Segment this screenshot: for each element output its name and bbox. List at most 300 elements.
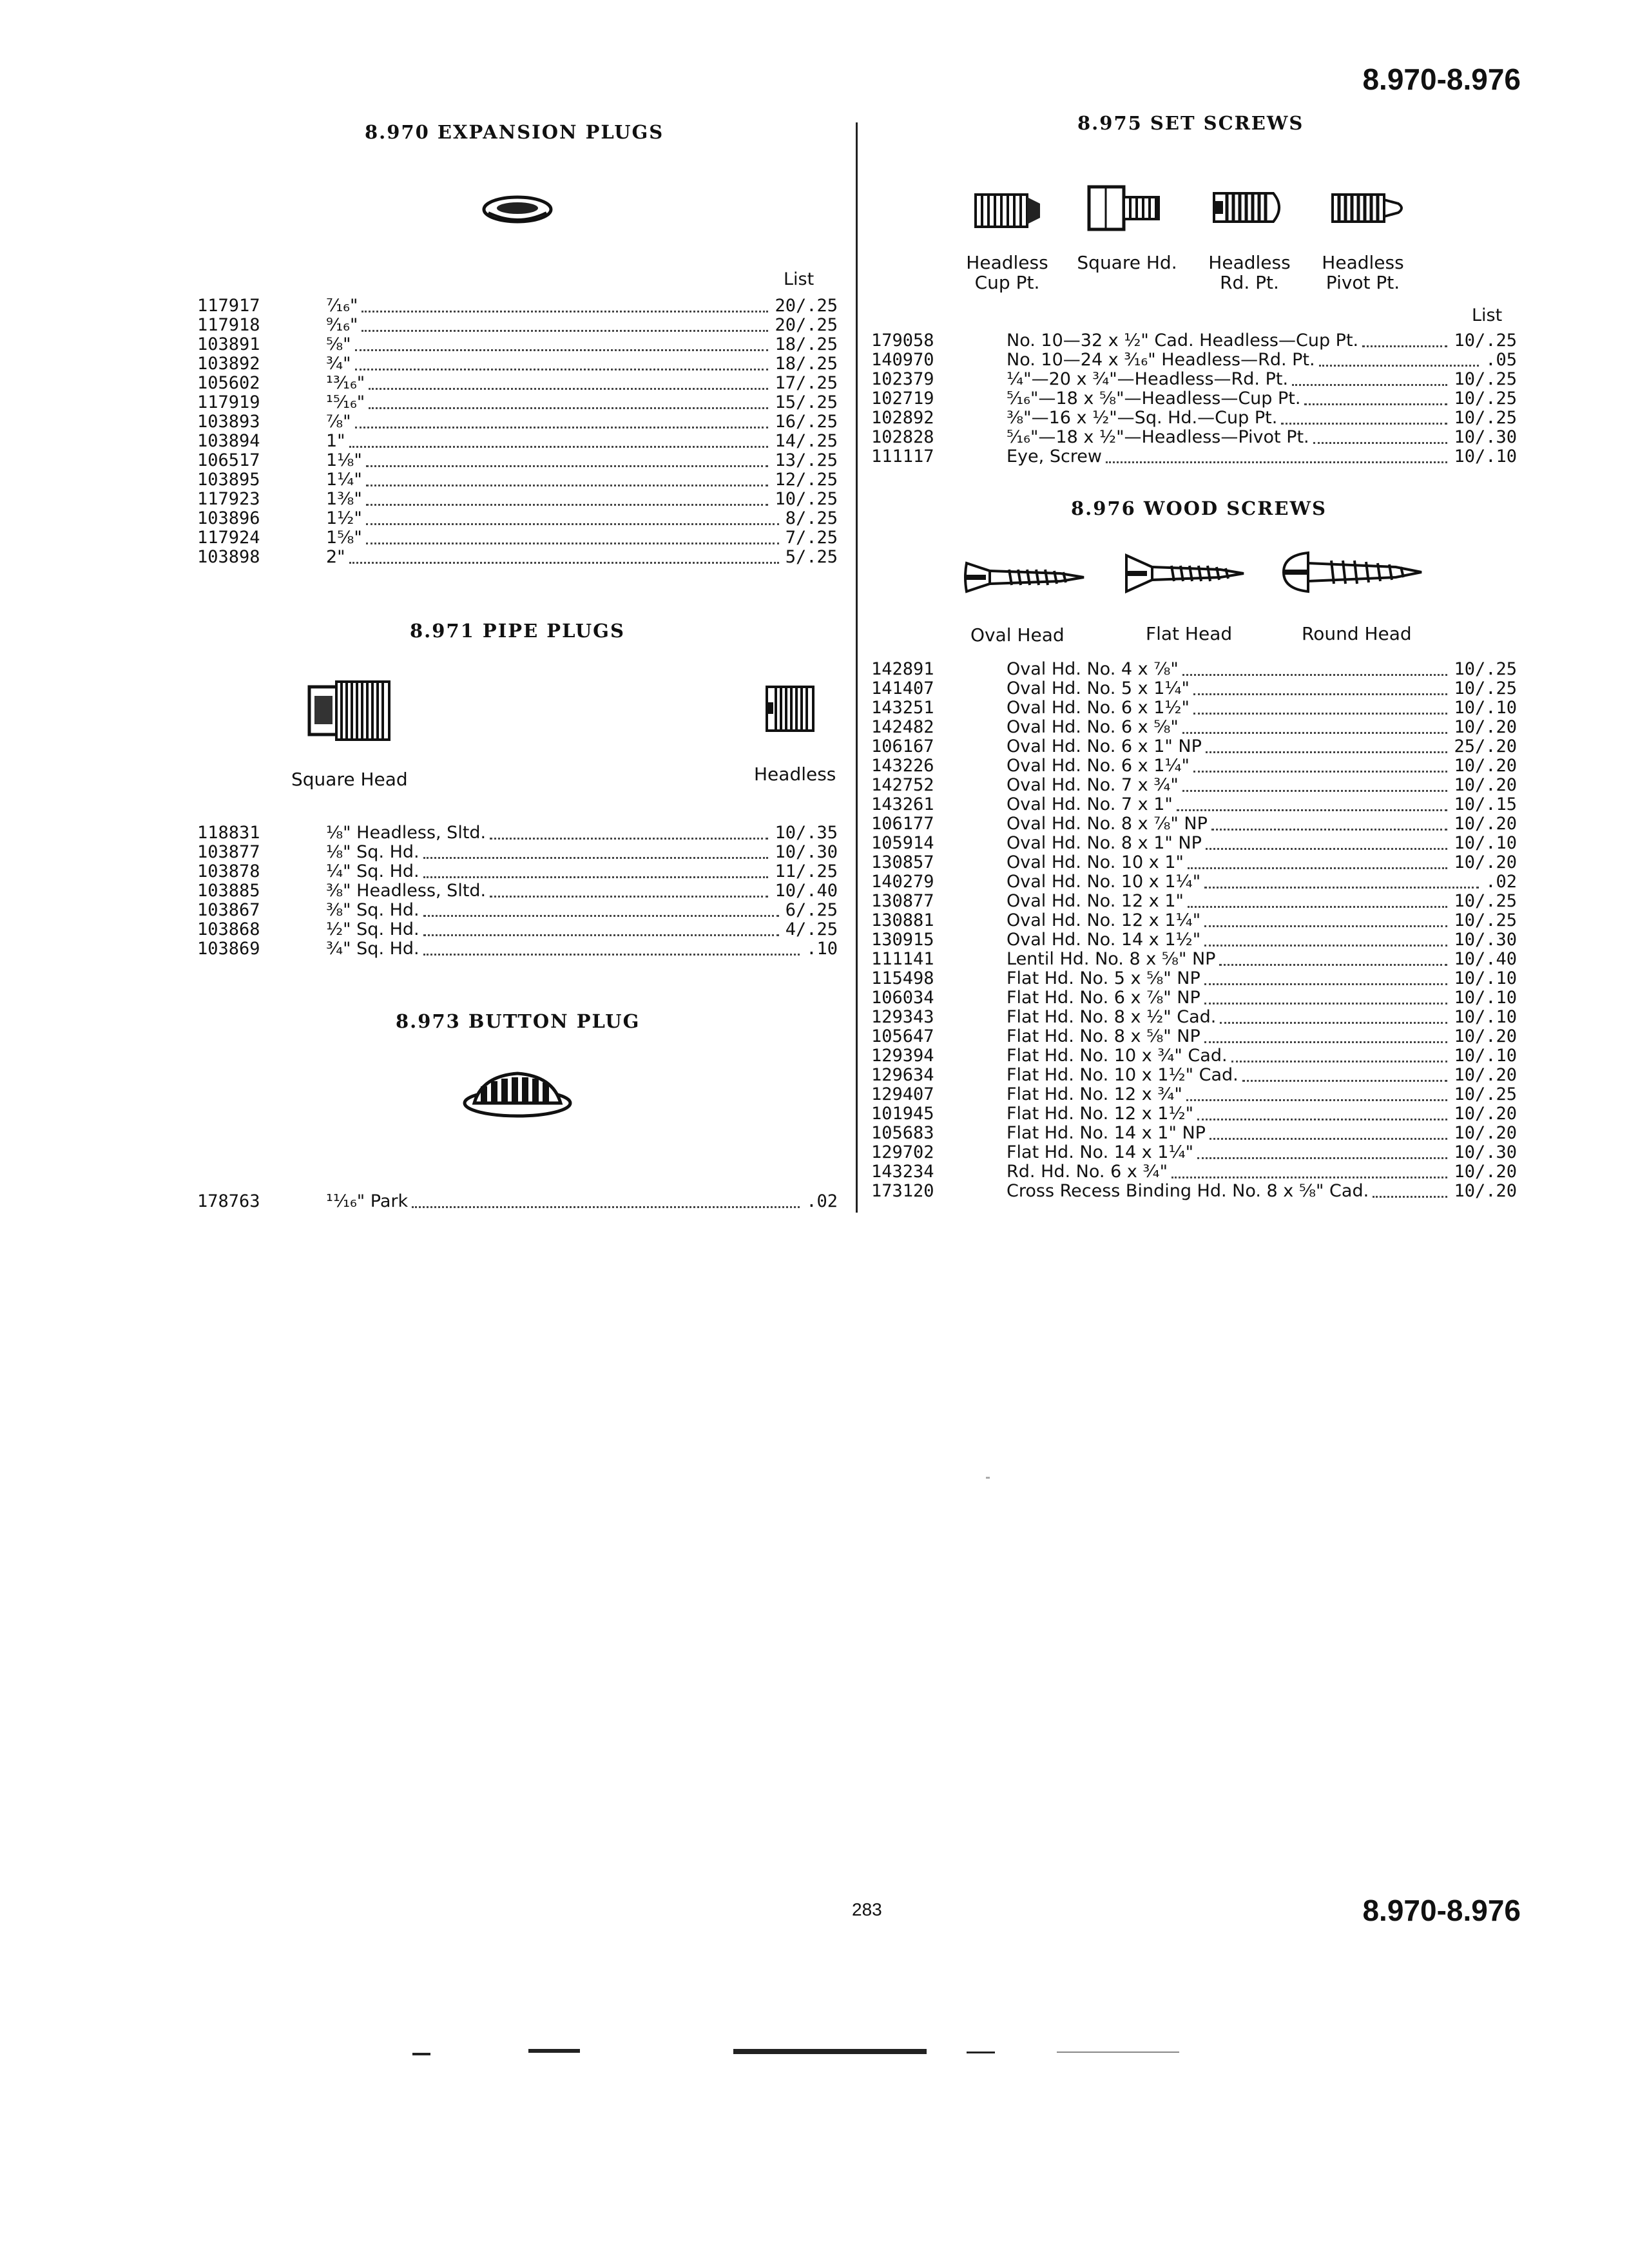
caption-line: Headless [1208, 252, 1291, 273]
table-row [871, 1143, 1517, 1162]
table-row [871, 408, 1517, 428]
catalog-number: 178763 [197, 1191, 260, 1211]
table-row [871, 331, 1517, 351]
item-description: ⅜"—16 x ½"—Sq. Hd.—Cup Pt. [1007, 408, 1278, 428]
catalog-number: 140279 [871, 872, 934, 892]
dot-leader [423, 939, 800, 956]
table-row [871, 351, 1517, 370]
flat-head-caption: Flat Head [1146, 623, 1233, 644]
dot-leader [1188, 892, 1447, 908]
list-price: 16/.25 [775, 412, 838, 432]
list-price: 18/.25 [775, 334, 838, 354]
list-price: 11/.25 [775, 861, 838, 881]
catalog-number: 118831 [197, 823, 260, 843]
item-description: ⅜" Sq. Hd. [326, 900, 419, 920]
catalog-number: 111117 [871, 447, 934, 466]
flat-head-screw-icon [1124, 553, 1246, 594]
catalog-number: 103891 [197, 334, 260, 354]
catalog-number: 102379 [871, 369, 934, 389]
table-row [871, 737, 1517, 756]
page-number: 283 [852, 1899, 882, 1919]
dot-leader [1204, 988, 1447, 1004]
list-price: 14/.25 [775, 431, 838, 451]
item-description: ⁷⁄₁₆" [326, 296, 358, 316]
item-description: Oval Hd. No. 8 x 1" NP [1007, 833, 1202, 853]
table-row [871, 1046, 1517, 1066]
list-price: 5/.25 [785, 547, 838, 567]
item-description: Flat Hd. No. 8 x ½" Cad. [1007, 1007, 1217, 1027]
catalog-number: 130877 [871, 891, 934, 911]
list-price: 17/.25 [775, 373, 838, 393]
dot-leader [366, 490, 768, 506]
headless-plug-icon [764, 683, 816, 735]
table-row [197, 823, 838, 843]
item-description: Oval Hd. No. 6 x ⅝" [1007, 717, 1179, 737]
item-description: Oval Hd. No. 6 x 1" NP [1007, 736, 1202, 756]
catalog-number: 103885 [197, 881, 260, 901]
dot-leader [423, 843, 768, 859]
item-description: 1⅛" [326, 450, 362, 470]
table-row [871, 814, 1517, 834]
item-description: 1¼" [326, 470, 362, 490]
expansion-plugs-list-label: List [784, 269, 815, 289]
dot-leader [1193, 698, 1447, 715]
headless-cup-point-screw-icon [973, 188, 1044, 233]
item-description: ⅜" Headless, Sltd. [326, 881, 487, 901]
button-plug-heading: 8.973 BUTTON PLUG [396, 1010, 641, 1032]
table-row [871, 776, 1517, 795]
table-row [197, 412, 838, 432]
table-row [197, 335, 838, 354]
table-row [197, 470, 838, 490]
dot-leader [361, 296, 768, 312]
dot-leader [366, 451, 768, 467]
item-description: Flat Hd. No. 14 x 1" NP [1007, 1123, 1206, 1143]
catalog-number: 106167 [871, 736, 934, 756]
item-description: 1" [326, 431, 345, 451]
item-description: 1⅜" [326, 489, 362, 509]
dot-leader [369, 393, 768, 409]
item-description: Flat Hd. No. 8 x ⅝" NP [1007, 1026, 1200, 1046]
list-price: 10/.25 [1454, 331, 1517, 351]
pipe-plugs-heading: 8.971 PIPE PLUGS [410, 620, 625, 642]
catalog-number: 102719 [871, 389, 934, 408]
catalog-number: 103867 [197, 900, 260, 920]
set-screw-caption-square [1072, 253, 1182, 273]
catalog-number: 129702 [871, 1142, 934, 1162]
list-price: 10/.30 [1454, 930, 1517, 950]
table-row [871, 447, 1517, 466]
dot-leader [1373, 1182, 1447, 1198]
list-price: 10/.40 [1454, 949, 1517, 969]
item-description: Cross Recess Binding Hd. No. 8 x ⅝" Cad. [1007, 1181, 1369, 1201]
dot-leader [355, 335, 768, 351]
dot-leader [490, 881, 768, 898]
table-row [871, 1182, 1517, 1201]
list-price: 10/.20 [1454, 717, 1517, 737]
set-screws-heading: 8.975 SET SCREWS [1077, 112, 1304, 134]
list-price: 10/.20 [1454, 1123, 1517, 1143]
catalog-number: 105683 [871, 1123, 934, 1143]
catalog-number: 129394 [871, 1046, 934, 1066]
list-price: 6/.25 [785, 900, 838, 920]
list-price: 10/.20 [1454, 814, 1517, 834]
list-price: 10/.20 [1454, 1065, 1517, 1085]
catalog-number: 130857 [871, 852, 934, 872]
item-description: 1⅝" [326, 528, 362, 548]
dot-leader [1206, 834, 1447, 850]
washer-icon [482, 193, 553, 226]
catalog-number: 130915 [871, 930, 934, 950]
list-price: .10 [806, 939, 838, 959]
button-plug-table [197, 1192, 838, 1211]
list-price: 25/.20 [1454, 736, 1517, 756]
catalog-number: 173120 [871, 1181, 934, 1201]
item-description: No. 10—24 x ³⁄₁₆" Headless—Rd. Pt. [1007, 350, 1315, 370]
item-description: ⁹⁄₁₆" [326, 315, 358, 335]
catalog-number: 143226 [871, 756, 934, 776]
table-row [871, 950, 1517, 969]
catalog-number: 117924 [197, 528, 260, 548]
catalog-number: 115498 [871, 968, 934, 988]
table-row [871, 756, 1517, 776]
table-row [871, 1066, 1517, 1085]
item-description: ¾" Sq. Hd. [326, 939, 419, 959]
table-row [871, 834, 1517, 853]
column-divider [856, 122, 858, 1213]
headless-pivot-point-screw-icon [1330, 191, 1407, 226]
dot-leader [1210, 1124, 1447, 1140]
item-description: Flat Hd. No. 14 x 1¼" [1007, 1142, 1194, 1162]
list-price: 18/.25 [775, 354, 838, 374]
dot-leader [1219, 950, 1447, 966]
catalog-number: 129634 [871, 1065, 934, 1085]
item-description: ½" Sq. Hd. [326, 919, 419, 939]
dot-leader [1204, 1027, 1447, 1043]
catalog-number: 105647 [871, 1026, 934, 1046]
dot-leader [1204, 872, 1479, 889]
expansion-plugs-table [197, 296, 838, 567]
list-price: 7/.25 [785, 528, 838, 548]
table-row [871, 853, 1517, 872]
catalog-number: 117919 [197, 392, 260, 412]
list-price: 10/.25 [1454, 891, 1517, 911]
catalog-number: 106177 [871, 814, 934, 834]
catalog-number: 103869 [197, 939, 260, 959]
scan-artifact [733, 2049, 927, 2054]
table-row [871, 428, 1517, 447]
dot-leader [1204, 911, 1447, 927]
table-row [871, 1124, 1517, 1143]
dot-leader [1231, 1046, 1447, 1062]
item-description: No. 10—32 x ½" Cad. Headless—Cup Pt. [1007, 331, 1359, 351]
dot-leader [423, 862, 768, 878]
item-description: ¹³⁄₁₆" [326, 373, 365, 393]
dot-leader [1193, 756, 1447, 773]
dot-leader [1204, 969, 1447, 985]
catalog-number: 117923 [197, 489, 260, 509]
catalog-number: 102828 [871, 427, 934, 447]
table-row [871, 389, 1517, 408]
dot-leader [1242, 1066, 1447, 1082]
dot-leader [1319, 351, 1479, 367]
dot-leader [1106, 447, 1447, 463]
round-head-screw-icon [1282, 549, 1424, 595]
scan-artifact [967, 2052, 995, 2053]
dot-leader [1304, 389, 1447, 405]
item-description: ¼"—20 x ¾"—Headless—Rd. Pt. [1007, 369, 1289, 389]
item-description: Rd. Hd. No. 6 x ¾" [1007, 1162, 1168, 1182]
list-price: 20/.25 [775, 296, 838, 316]
set-screw-caption-cup [959, 253, 1055, 293]
item-description: Oval Hd. No. 12 x 1" [1007, 891, 1184, 911]
catalog-number: 143261 [871, 794, 934, 814]
catalog-number: 103898 [197, 547, 260, 567]
dot-leader [1292, 370, 1447, 386]
item-description: Oval Hd. No. 10 x 1" [1007, 852, 1184, 872]
table-row [871, 930, 1517, 950]
list-price: 10/.25 [1454, 678, 1517, 698]
table-row [871, 911, 1517, 930]
list-price: 10/.20 [1454, 852, 1517, 872]
table-row [871, 1104, 1517, 1124]
list-price: 12/.25 [775, 470, 838, 490]
table-row [197, 1192, 838, 1211]
page-range-top: 8.970-8.976 [1362, 62, 1521, 96]
round-head-caption: Round Head [1302, 623, 1412, 644]
item-description: Oval Hd. No. 4 x ⅞" [1007, 659, 1179, 679]
table-row [871, 988, 1517, 1008]
dot-leader [1188, 853, 1447, 869]
catalog-number: 105914 [871, 833, 934, 853]
catalog-number: 106034 [871, 988, 934, 1008]
expansion-plugs-heading: 8.970 EXPANSION PLUGS [365, 121, 664, 143]
catalog-number: 111141 [871, 949, 934, 969]
list-price: 10/.10 [1454, 833, 1517, 853]
table-row [871, 698, 1517, 718]
caption-line: Square Hd. [1077, 252, 1177, 273]
dot-leader [355, 354, 768, 370]
dot-leader [1362, 331, 1447, 347]
list-price: 10/.25 [1454, 1084, 1517, 1104]
list-price: 10/.10 [1454, 1046, 1517, 1066]
catalog-number: 102892 [871, 408, 934, 428]
dot-leader [1206, 737, 1447, 753]
catalog-number: 142891 [871, 659, 934, 679]
caption-line: Rd. Pt. [1220, 272, 1279, 293]
table-row [197, 509, 838, 528]
dot-leader [1193, 679, 1447, 695]
scan-artifact [528, 2049, 580, 2053]
catalog-number: 103878 [197, 861, 260, 881]
catalog-number: 129407 [871, 1084, 934, 1104]
dot-leader [361, 316, 768, 332]
table-row [871, 660, 1517, 679]
item-description: Oval Hd. No. 14 x 1½" [1007, 930, 1201, 950]
catalog-number: 142482 [871, 717, 934, 737]
catalog-number: 130881 [871, 910, 934, 930]
wood-screws-table [871, 660, 1517, 1201]
table-row [197, 490, 838, 509]
table-row [871, 1162, 1517, 1182]
table-row [871, 370, 1517, 389]
dot-leader [1313, 428, 1447, 444]
list-price: 13/.25 [775, 450, 838, 470]
dot-leader [366, 509, 779, 525]
list-price: 10/.30 [1454, 1142, 1517, 1162]
headless-round-point-screw-icon [1211, 188, 1289, 227]
catalog-number: 103894 [197, 431, 260, 451]
list-price: .02 [806, 1191, 838, 1211]
oval-head-caption: Oval Head [970, 624, 1065, 646]
catalog-number: 103896 [197, 508, 260, 528]
item-description: Oval Hd. No. 6 x 1¼" [1007, 756, 1190, 776]
table-row [197, 354, 838, 374]
list-price: 10/.10 [1454, 1007, 1517, 1027]
catalog-number: 101945 [871, 1104, 934, 1124]
table-row [871, 969, 1517, 988]
list-price: .05 [1485, 350, 1517, 370]
list-price: 10/.10 [1454, 447, 1517, 466]
list-price: 10/.30 [775, 842, 838, 862]
dot-leader [1186, 1085, 1447, 1101]
dot-leader [1197, 1143, 1447, 1159]
caption-line: Pivot Pt. [1325, 272, 1400, 293]
table-row [197, 296, 838, 316]
set-screws-table [871, 331, 1517, 466]
wood-screws-heading: 8.976 WOOD SCREWS [1071, 497, 1327, 519]
item-description: ⅞" [326, 412, 351, 432]
catalog-number: 103895 [197, 470, 260, 490]
table-row [197, 939, 838, 959]
catalog-number: 143251 [871, 698, 934, 718]
catalog-number: 103868 [197, 919, 260, 939]
table-row [197, 432, 838, 451]
catalog-number: 105602 [197, 373, 260, 393]
dot-leader [349, 432, 768, 448]
scan-artifact [1057, 2052, 1179, 2053]
list-price: 10/.20 [1454, 756, 1517, 776]
dot-leader [1220, 1008, 1447, 1024]
list-price: 20/.25 [775, 315, 838, 335]
table-row [871, 795, 1517, 814]
item-description: Flat Hd. No. 12 x 1½" [1007, 1104, 1194, 1124]
dot-leader [423, 901, 779, 917]
button-plug-icon [463, 1067, 572, 1119]
list-price: 10/.25 [1454, 408, 1517, 428]
item-description: Flat Hd. No. 5 x ⅝" NP [1007, 968, 1200, 988]
list-price: 10/.15 [1454, 794, 1517, 814]
table-row [871, 1027, 1517, 1046]
square-head-caption: Square Head [291, 769, 408, 790]
item-description: ⁵⁄₁₆"—18 x ½"—Headless—Pivot Pt. [1007, 427, 1309, 447]
dot-leader [349, 548, 779, 564]
item-description: ¹⁵⁄₁₆" [326, 392, 365, 412]
catalog-number: 117918 [197, 315, 260, 335]
list-price: 10/.10 [1454, 988, 1517, 1008]
dot-leader [1197, 1104, 1447, 1120]
set-screw-caption-round [1201, 253, 1298, 293]
table-row [871, 718, 1517, 737]
dot-leader [366, 528, 779, 544]
dot-leader [423, 920, 779, 936]
item-description: Oval Hd. No. 10 x 1¼" [1007, 872, 1201, 892]
dot-leader [1182, 718, 1447, 734]
catalog-number: 140970 [871, 350, 934, 370]
caption-line: Cup Pt. [974, 272, 1040, 293]
set-screw-caption-pivot [1315, 253, 1411, 293]
scan-speck [986, 1477, 990, 1479]
item-description: Eye, Screw [1007, 447, 1102, 466]
table-row [197, 316, 838, 335]
list-price: 10/.20 [1454, 1181, 1517, 1201]
catalog-number: 129343 [871, 1007, 934, 1027]
square-head-screw-icon [1086, 182, 1164, 233]
table-row [197, 862, 838, 881]
list-price: 10/.25 [1454, 910, 1517, 930]
item-description: ¹¹⁄₁₆" Park [326, 1191, 409, 1211]
oval-head-screw-icon [964, 558, 1086, 597]
list-price: .02 [1485, 872, 1517, 892]
dot-leader [355, 412, 768, 428]
list-price: 10/.20 [1454, 775, 1517, 795]
table-row [871, 1085, 1517, 1104]
catalog-number: 117917 [197, 296, 260, 316]
set-screws-list-label: List [1472, 305, 1503, 325]
item-description: Flat Hd. No. 10 x ¾" Cad. [1007, 1046, 1228, 1066]
list-price: 10/.10 [1454, 698, 1517, 718]
catalog-number: 143234 [871, 1162, 934, 1182]
table-row [197, 393, 838, 412]
headless-caption: Headless [754, 764, 836, 785]
dot-leader [412, 1192, 800, 1208]
table-row [871, 872, 1517, 892]
item-description: Oval Hd. No. 12 x 1¼" [1007, 910, 1201, 930]
caption-line: Headless [1322, 252, 1404, 273]
catalog-number: 142752 [871, 775, 934, 795]
catalog-number: 106517 [197, 450, 260, 470]
item-description: Lentil Hd. No. 8 x ⅝" NP [1007, 949, 1216, 969]
catalog-number: 141407 [871, 678, 934, 698]
list-price: 15/.25 [775, 392, 838, 412]
dot-leader [1182, 660, 1447, 676]
item-description: ⅛" Sq. Hd. [326, 842, 419, 862]
list-price: 8/.25 [785, 508, 838, 528]
item-description: 1½" [326, 508, 362, 528]
dot-leader [1171, 1162, 1447, 1178]
caption-line: Headless [966, 252, 1048, 273]
catalog-number: 103893 [197, 412, 260, 432]
list-price: 10/.20 [1454, 1162, 1517, 1182]
item-description: Oval Hd. No. 5 x 1¼" [1007, 678, 1190, 698]
dot-leader [1182, 776, 1447, 792]
list-price: 4/.25 [785, 919, 838, 939]
item-description: ⅝" [326, 334, 351, 354]
list-price: 10/.20 [1454, 1104, 1517, 1124]
table-row [871, 1008, 1517, 1027]
dot-leader [1177, 795, 1447, 811]
item-description: Flat Hd. No. 12 x ¾" [1007, 1084, 1182, 1104]
dot-leader [1281, 408, 1447, 425]
item-description: 2" [326, 547, 345, 567]
table-row [871, 679, 1517, 698]
table-row [197, 901, 838, 920]
item-description: ⁵⁄₁₆"—18 x ⅝"—Headless—Cup Pt. [1007, 389, 1301, 408]
item-description: Oval Hd. No. 7 x ¾" [1007, 775, 1179, 795]
dot-leader [369, 374, 768, 390]
dot-leader [366, 470, 768, 486]
page-range-bottom: 8.970-8.976 [1362, 1894, 1521, 1927]
